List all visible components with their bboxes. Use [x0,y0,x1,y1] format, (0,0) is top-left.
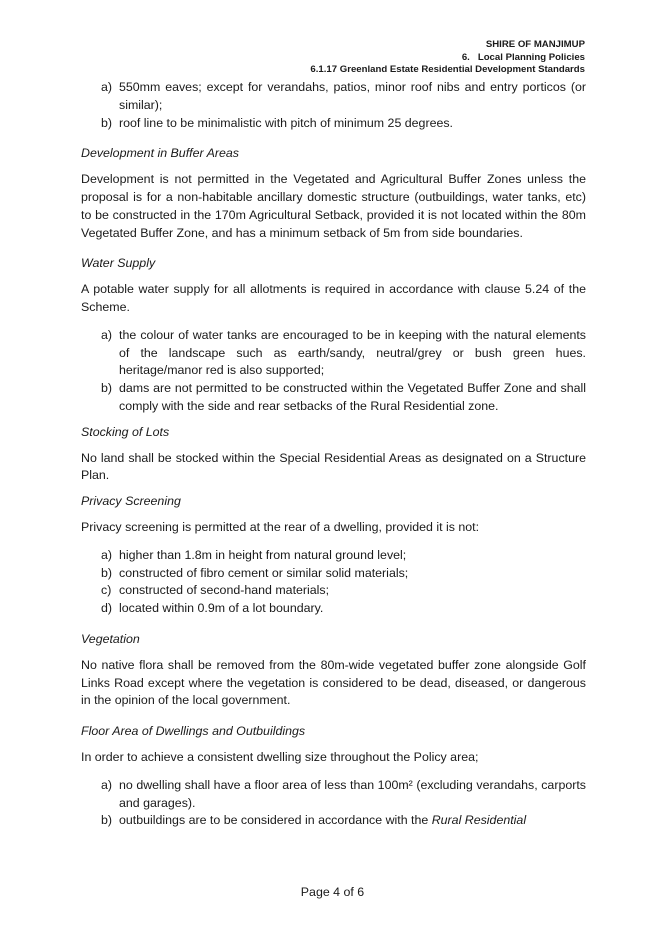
list-item: b) dams are not permitted to be constructed within the Vegetated Buffer Zone and shall comply with the side and rear setbacks of the Rural Residential zone. [101,381,586,413]
privacy-heading: Privacy Screening [81,494,181,509]
vegetation-heading: Vegetation [81,631,140,646]
rural-residential-italic: Rural Residential [431,813,527,828]
header-section: 6. Local Planning Policies [461,51,585,63]
list-item: a) higher than 1.8m in height from natural ground level; [101,547,407,562]
vegetation-body: No native flora shall be removed from the 80m-wide vegetated buffer zone alongside Golf Links Road except where the vegetation is considered to be dead, diseased, or dangerous in the opinion of the local government. [81,657,586,708]
list-item: a) the colour of water tanks are encouraged to be in keeping with the natural elements of the landscape such as earth/sandy, neutral/grey or bush green hues. heritage/manor red is also supported; [101,327,586,378]
roof-list [81,79,586,132]
water-body: A potable water supply for all allotments is required in accordance with clause 5.24 of the Scheme. [81,282,586,314]
floor-heading: Floor Area of Dwellings and Outbuildings [81,724,306,739]
floor-body: In order to achieve a consistent dwelling size throughout the Policy area; [81,749,479,764]
list-item: b) constructed of fibro cement or similar solid materials; [101,565,409,580]
stocking-body: No land shall be stocked within the Special Residential Areas as designated on a Structure Plan. [81,450,586,483]
privacy-list [81,547,586,618]
list-item: b) roof line to be minimalistic with pitch of minimum 25 degrees. [101,115,453,130]
stocking-heading: Stocking of Lots [81,424,170,439]
list-item: a) no dwelling shall have a floor area of less than 100m² (excluding verandahs, carports and garages). [101,777,586,810]
list-item: a) 550mm eaves; except for verandahs, patios, minor roof nibs and entry porticos (or similar); [101,80,586,112]
buffer-body: Development is not permitted in the Vegetated and Agricultural Buffer Zones unless the proposal is for a non-habitable ancillary domestic structure (outbuildings, water tanks, etc) to be constructed in the 170m Agricultural Setback, provided it is not located within the 80m Vegetated Buffer Zone, and has a minimum setback of 5m from side boundaries. [81,172,586,240]
privacy-body: Privacy screening is permitted at the rear of a dwelling, provided it is not: [81,519,480,534]
page-number: Page 4 of 6 [300,885,365,899]
header-policy: 6.1.17 Greenland Estate Residential Development Standards [310,64,585,75]
buffer-heading: Development in Buffer Areas [81,146,239,161]
page-footer [0,885,665,899]
page-header [310,39,585,77]
page-content [81,79,586,830]
header-org: SHIRE OF MANJIMUP [485,39,585,50]
floor-list [81,777,586,830]
water-heading: Water Supply [81,256,156,271]
list-item: b) outbuildings are to be considered in accordance with the Rural Residential [101,813,527,828]
list-item: c) constructed of second-hand materials; [101,583,330,598]
water-list [81,327,586,416]
list-item: d) located within 0.9m of a lot boundary. [101,601,324,616]
